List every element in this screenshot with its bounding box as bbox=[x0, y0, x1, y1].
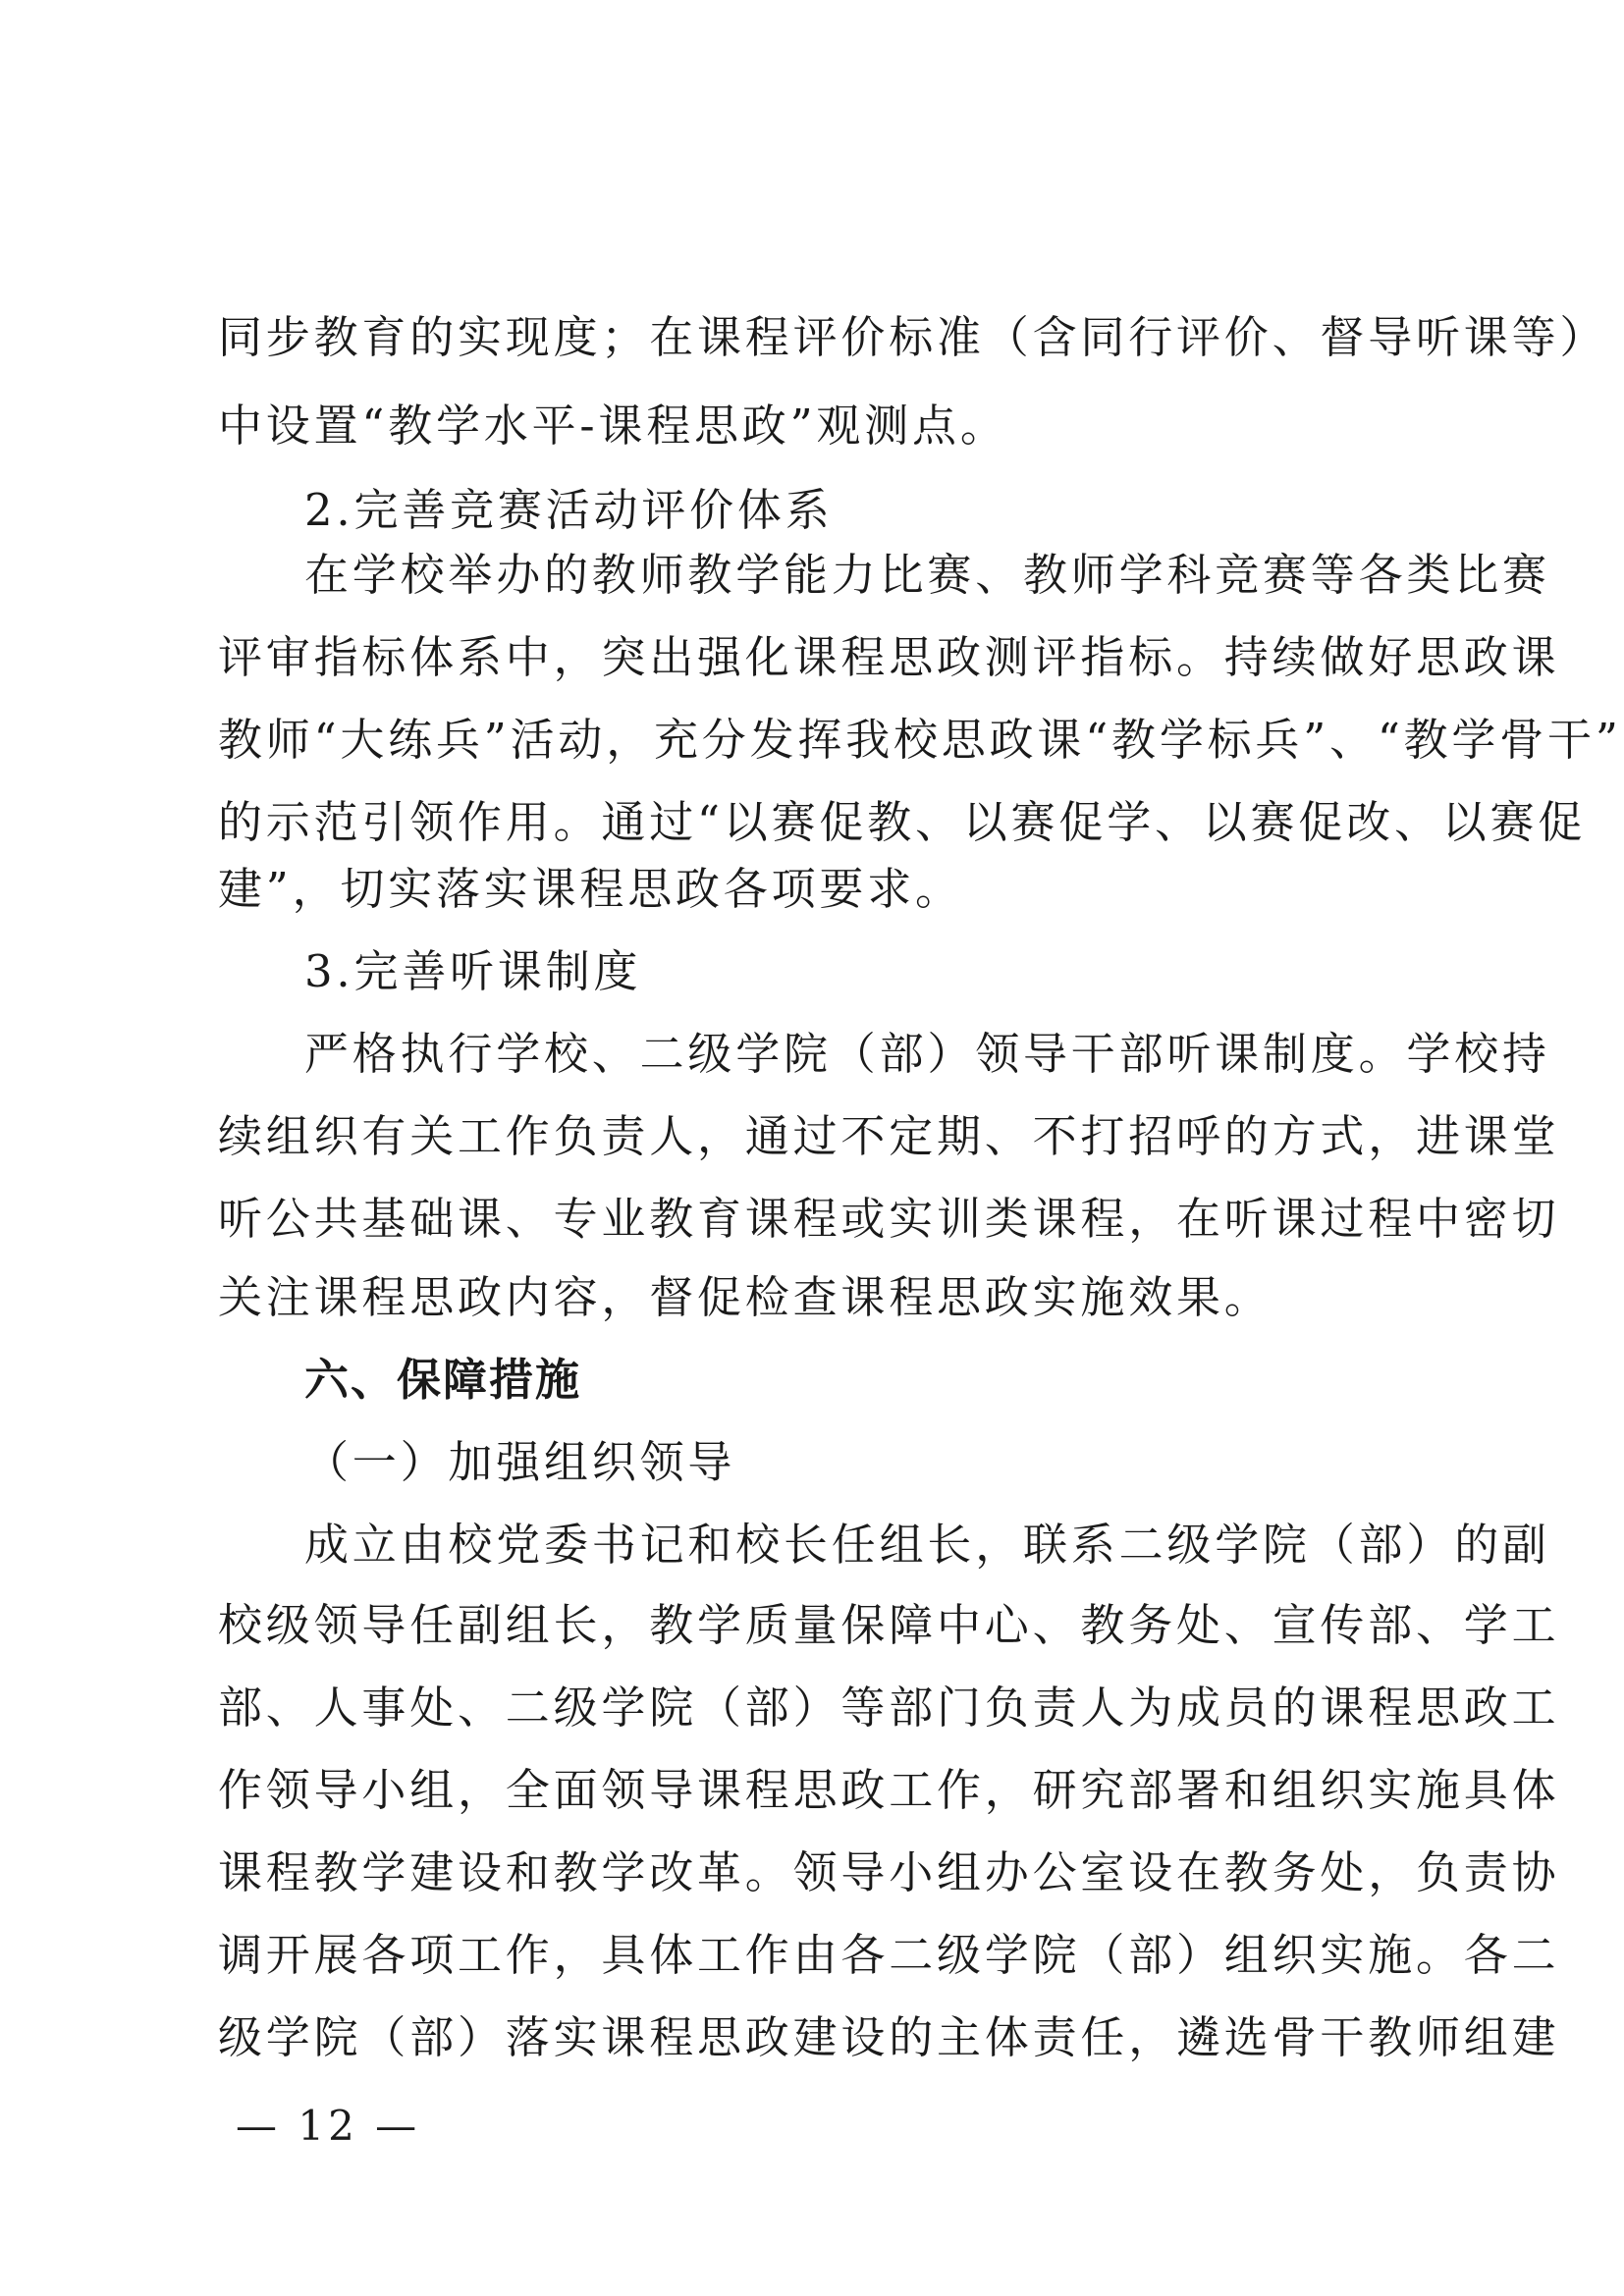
section-heading: 六、保障措施 bbox=[304, 1354, 582, 1406]
paragraph-line: 严格执行学校、二级学院（部）领导干部听课制度。学校持 bbox=[304, 1028, 1550, 1080]
paragraph-line: 成立由校党委书记和校长任组长，联系二级学院（部）的副 bbox=[304, 1519, 1550, 1571]
subsection-heading: （一）加强组织领导 bbox=[304, 1436, 736, 1488]
paragraph-line: 部、人事处、二级学院（部）等部门负责人为成员的课程思政工 bbox=[218, 1682, 1560, 1734]
subsection-heading: 3.完善听课制度 bbox=[304, 945, 642, 997]
paragraph-line: 教师“大练兵”活动，充分发挥我校思政课“教学标兵”、“教学骨干” bbox=[218, 714, 1622, 766]
paragraph-line: 课程教学建设和教学改革。领导小组办公室设在教务处，负责协 bbox=[218, 1846, 1560, 1898]
paragraph-line: 调开展各项工作，具体工作由各二级学院（部）组织实施。各二 bbox=[218, 1929, 1560, 1981]
paragraph-line: 评审指标体系中，突出强化课程思政测评指标。持续做好思政课 bbox=[218, 631, 1560, 683]
paragraph-line: 中设置“教学水平-课程思政”观测点。 bbox=[218, 400, 1008, 452]
paragraph-line: 作领导小组，全面领导课程思政工作，研究部署和组织实施具体 bbox=[218, 1764, 1560, 1816]
paragraph-line: 校级领导任副组长，教学质量保障中心、教务处、宣传部、学工 bbox=[218, 1599, 1560, 1651]
paragraph-line: 建”，切实落实课程思政各项要求。 bbox=[218, 863, 963, 915]
subsection-heading: 2.完善竞赛活动评价体系 bbox=[304, 484, 834, 536]
paragraph-line: 听公共基础课、专业教育课程或实训类课程，在听课过程中密切 bbox=[218, 1193, 1560, 1245]
paragraph-line: 关注课程思政内容，督促检查课程思政实施效果。 bbox=[218, 1271, 1272, 1323]
page-number: — 12 — bbox=[236, 2102, 421, 2150]
paragraph-line: 的示范引领作用。通过“以赛促教、以赛促学、以赛促改、以赛促 bbox=[218, 796, 1587, 848]
paragraph-line: 级学院（部）落实课程思政建设的主体责任，遴选骨干教师组建 bbox=[218, 2011, 1560, 2063]
paragraph-line: 在学校举办的教师教学能力比赛、教师学科竞赛等各类比赛 bbox=[304, 549, 1550, 601]
paragraph-line: 同步教育的实现度；在课程评价标准（含同行评价、督导听课等） bbox=[218, 311, 1608, 363]
paragraph-line: 续组织有关工作负责人，通过不定期、不打招呼的方式，进课堂 bbox=[218, 1110, 1560, 1162]
